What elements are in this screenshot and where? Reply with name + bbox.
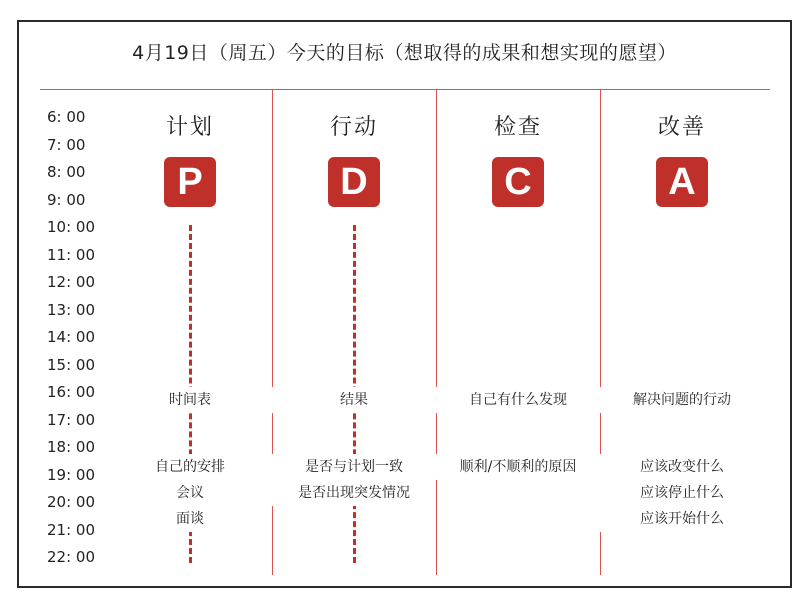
time-label: 12: 00 (47, 273, 95, 291)
time-label: 10: 00 (47, 218, 95, 236)
a-badge: A (656, 157, 708, 207)
column-item: 应该改变什么 (600, 454, 764, 480)
column-heading: 计划 (165, 115, 214, 140)
plan-column (108, 100, 272, 580)
time-label: 13: 00 (47, 300, 95, 319)
column-item: 面谈 (108, 506, 272, 532)
column-item: 时间表 (108, 387, 272, 413)
d-badge: D (328, 157, 380, 207)
page-title: 4月19日（周五）今天的目标（想取得的成果和想实现的愿望） (132, 42, 677, 64)
column-item: 会议 (108, 480, 272, 506)
time-label: 8: 00 (47, 163, 86, 181)
time-label: 16: 00 (47, 383, 95, 401)
column-item: 应该开始什么 (600, 506, 764, 532)
column-item: 应该停止什么 (600, 480, 764, 506)
time-label: 18: 00 (47, 438, 95, 456)
check-column (436, 100, 600, 580)
header-divider (40, 89, 770, 90)
time-label: 22: 00 (47, 548, 95, 566)
column-heading: 改善 (657, 115, 706, 140)
column-heading: 检查 (493, 115, 542, 140)
c-badge: C (492, 157, 544, 207)
time-label: 11: 00 (47, 245, 95, 264)
time-label: 9: 00 (47, 190, 86, 209)
p-badge: P (164, 157, 216, 207)
time-label: 7: 00 (47, 135, 86, 154)
act-column (600, 100, 764, 580)
time-label: 21: 00 (47, 520, 95, 539)
do-column (272, 100, 436, 580)
column-item: 自己的安排 (108, 454, 272, 480)
column-item: 解决问题的行动 (600, 387, 764, 413)
time-label: 6: 00 (47, 108, 86, 126)
time-label: 20: 00 (47, 493, 95, 511)
column-item: 自己有什么发现 (436, 387, 600, 413)
column-item: 是否与计划一致 (272, 454, 436, 480)
time-label: 19: 00 (47, 465, 95, 484)
column-item: 结果 (272, 387, 436, 413)
time-label: 15: 00 (47, 355, 95, 374)
time-label: 17: 00 (47, 410, 95, 429)
column-item: 是否出现突发情况 (272, 480, 436, 506)
column-item: 顺利/不顺利的原因 (436, 454, 600, 480)
column-heading: 行动 (329, 115, 378, 140)
time-label: 14: 00 (47, 328, 95, 346)
